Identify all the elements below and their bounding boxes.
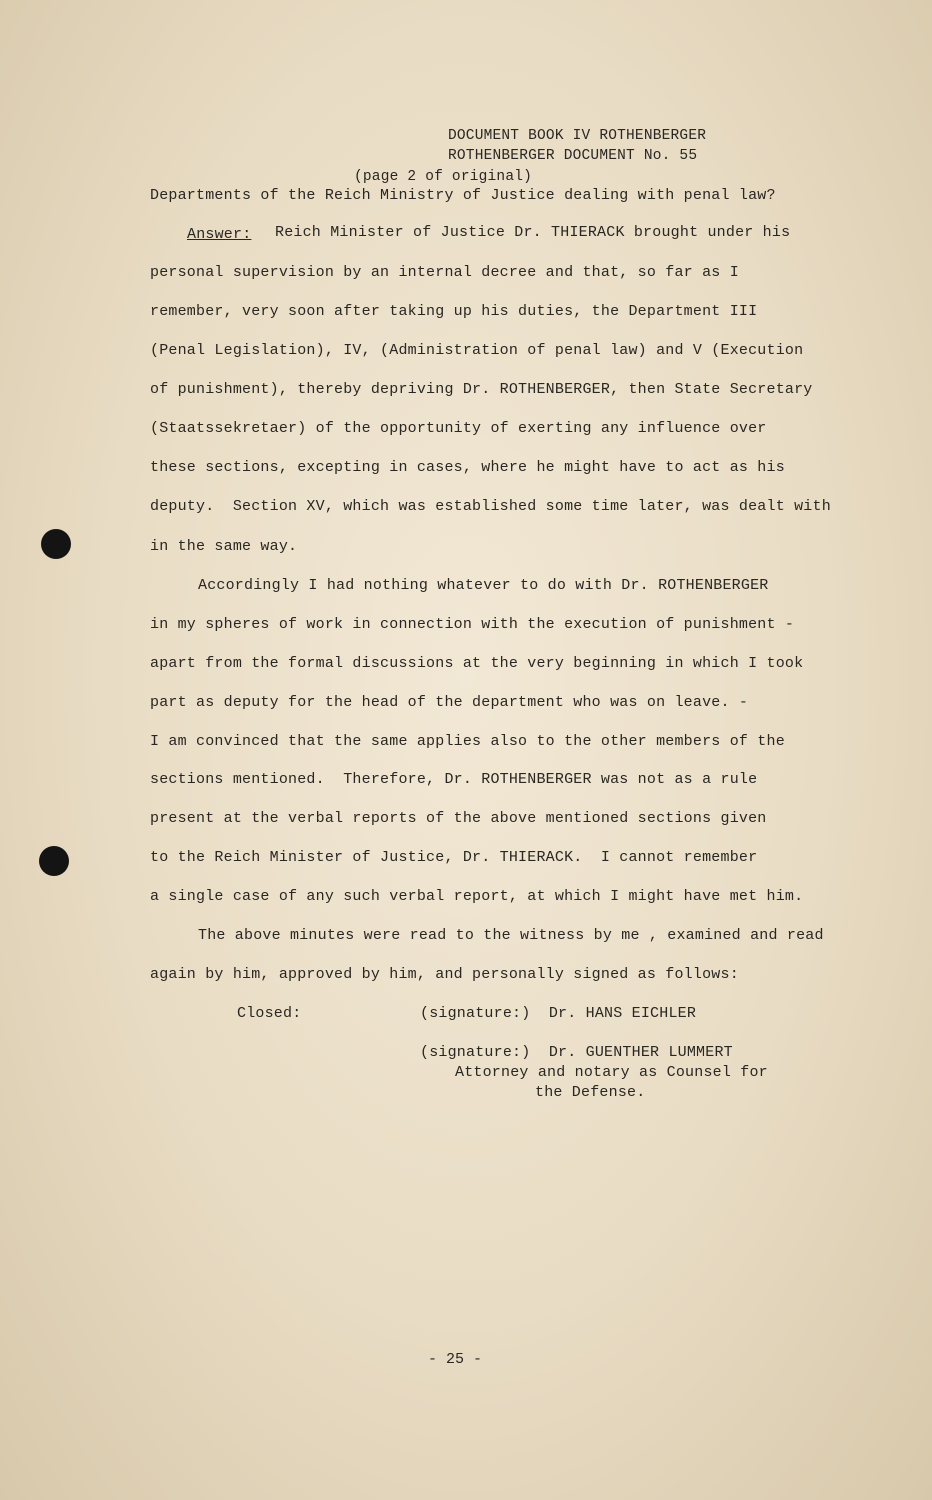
answer-label-text: Answer: [187,226,252,243]
body-line-10: in the same way. [150,538,298,555]
signature-lummert-title-2: the Defense. [535,1084,646,1101]
signature-lummert-title: Attorney and notary as Counsel for [455,1064,768,1081]
body-line-11: Accordingly I had nothing whatever to do with Dr. ROTHENBERGER [198,577,769,594]
body-line-8: these sections, excepting in cases, where he might have to act as his [150,459,785,476]
body-line-21: again by him, approved by him, and personally signed as follows: [150,966,739,983]
page-number: - 25 - [428,1351,483,1368]
closed-label: Closed: [237,1005,302,1022]
body-line-9: deputy. Section XV, which was established some time later, was dealt with [150,498,831,515]
body-line-6: of punishment), thereby depriving Dr. ROTHENBERGER, then State Secretary [150,381,813,398]
body-line-19: a single case of any such verbal report, at which I might have met him. [150,888,804,905]
body-line-5: (Penal Legislation), IV, (Administration of penal law) and V (Execution [150,342,804,359]
body-line-7: (Staatssekretaer) of the opportunity of exerting any influence over [150,420,767,437]
body-line-14: part as deputy for the head of the department who was on leave. - [150,694,749,711]
answer-label [187,226,251,244]
body-line-16: sections mentioned. Therefore, Dr. ROTHENBERGER was not as a rule [150,771,758,788]
body-line-2: Reich Minister of Justice Dr. THIERACK brought under his [275,224,791,241]
body-line-1: Departments of the Reich Ministry of Justice dealing with penal law? [150,187,776,204]
punch-hole-upper [41,529,71,559]
doc-book-header: DOCUMENT BOOK IV ROTHENBERGER [448,128,707,144]
body-line-4: remember, very soon after taking up his duties, the Department III [150,303,758,320]
body-line-13: apart from the formal discussions at the very beginning in which I took [150,655,804,672]
body-line-3: personal supervision by an internal decree and that, so far as I [150,264,739,281]
body-line-15: I am convinced that the same applies also to the other members of the [150,733,785,750]
signature-lummert: (signature:) Dr. GUENTHER LUMMERT [420,1044,733,1061]
body-line-20: The above minutes were read to the witness by me , examined and read [198,927,824,944]
doc-number-header: ROTHENBERGER DOCUMENT No. 55 [448,148,698,164]
page-of-original: (page 2 of original) [354,169,533,185]
body-line-18: to the Reich Minister of Justice, Dr. THIERACK. I cannot remember [150,849,758,866]
punch-hole-lower [39,846,69,876]
body-line-12: in my spheres of work in connection with the execution of punishment - [150,616,795,633]
body-line-17: present at the verbal reports of the above mentioned sections given [150,810,767,827]
signature-eichler: (signature:) Dr. HANS EICHLER [420,1005,697,1022]
